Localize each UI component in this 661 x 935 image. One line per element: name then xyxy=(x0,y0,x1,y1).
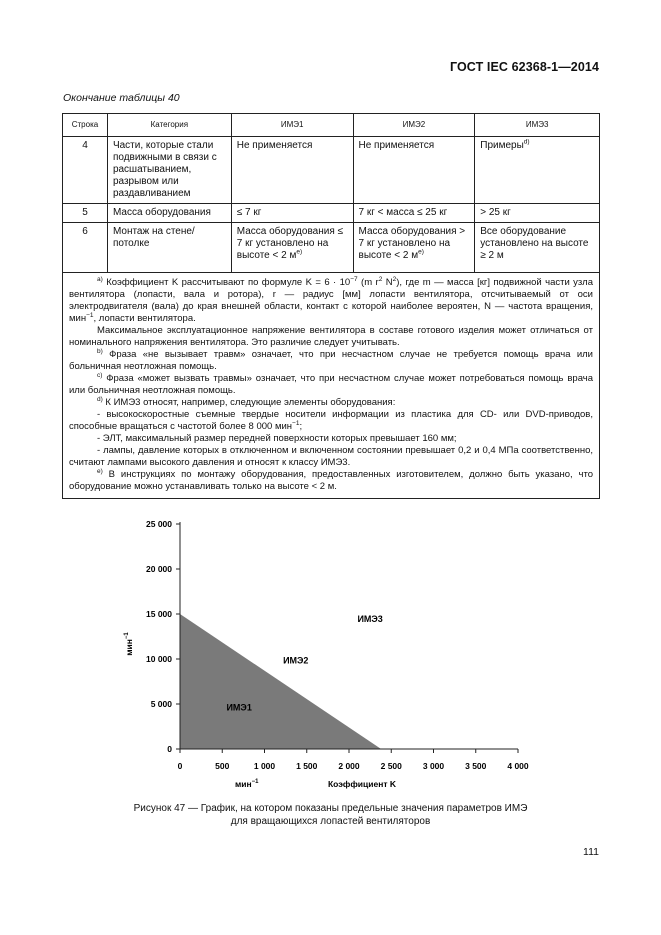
figure-caption-line2: для вращающихся лопастей вентиляторов xyxy=(230,816,431,827)
row-ime3: Все оборудование установлено на высоте ≥ 2 м xyxy=(475,223,600,273)
y-axis-label-exp: −1 xyxy=(124,632,130,640)
standard-code: ГОСТ IEC 62368-1—2014 xyxy=(449,60,599,74)
note-e-mark: e) xyxy=(97,467,103,475)
figure-chart xyxy=(110,516,550,796)
x-axis-unit: мин$^{-1}$ xyxy=(235,779,259,789)
figure-caption xyxy=(100,802,561,828)
note-a-exp: −7 xyxy=(350,275,358,283)
chart-svg xyxy=(110,516,550,791)
note-e xyxy=(69,469,593,493)
footnote-ref: e) xyxy=(296,248,303,256)
table-notes-row xyxy=(63,273,600,499)
x-axis-label: Коэффициент K xyxy=(327,779,397,789)
row-ime1 xyxy=(231,223,353,273)
row-ime3: > 25 кг xyxy=(475,204,600,223)
x-tick-label: 1 500 xyxy=(296,761,318,771)
note-d-item: - ЭЛТ, максимальный размер передней поверхности которых превышает 160 мм; xyxy=(97,433,457,444)
column-header-ime2: ИМЭ2 xyxy=(353,114,475,137)
note-a-exp3: 2 xyxy=(392,275,397,283)
row-ime3 xyxy=(475,137,600,204)
column-header-ime1: ИМЭ1 xyxy=(231,114,353,137)
region-label: ИМЭ1 xyxy=(226,702,252,713)
region-label: ИМЭ3 xyxy=(357,614,383,625)
note-a-mark: a) xyxy=(97,275,103,283)
row-ime2: Не применяется xyxy=(353,137,475,204)
table-row xyxy=(63,137,600,204)
note-c-text: Фраза «может вызвать травмы» означает, что при несчастном случае может потребоваться помощь врача или больничная неотложная помощь. xyxy=(69,373,594,396)
row-number: 5 xyxy=(63,204,108,223)
footnote-ref: e) xyxy=(418,248,424,256)
x-axis-unit-exp: −1 xyxy=(251,779,259,785)
note-a-line2: Максимальное эксплуатационное напряжение вентилятора в составе готового изделия может отличаться от номинального напряжения вентилятора. Это различие следует учитывать. xyxy=(69,325,593,348)
note-a-text-3: N xyxy=(382,277,393,288)
note-c xyxy=(69,373,593,397)
y-tick-label: 5 000 xyxy=(150,699,172,709)
table-notes xyxy=(63,273,600,499)
figure-caption-line1: Рисунок 47 — График, на котором показаны предельные значения параметров ИМЭ xyxy=(133,803,528,814)
note-a-exp2: 2 xyxy=(378,275,383,283)
table-row xyxy=(63,223,600,273)
note-d-item1-exp: −1 xyxy=(292,419,300,427)
table-row xyxy=(63,204,600,223)
row-ime2 xyxy=(353,223,475,273)
note-d-text: К ИМЭ3 относят, например, следующие элементы оборудования: xyxy=(105,397,396,408)
region-label: ИМЭ2 xyxy=(283,655,309,666)
note-e-text: В инструкциях по монтажу оборудования, предоставленных изготовителем, должно быть указано, что оборудование можно устанавливать только на высоте < 2 м. xyxy=(69,469,593,492)
x-tick-label: 3 000 xyxy=(422,761,445,771)
table-header-row xyxy=(63,114,600,137)
x-tick-label: 2 500 xyxy=(380,761,402,771)
y-tick-label: 10 000 xyxy=(146,654,172,664)
x-tick-label: 3 500 xyxy=(465,761,487,771)
note-d-mark: d) xyxy=(97,395,103,403)
y-tick-label: 20 000 xyxy=(146,564,172,574)
column-header-row-number: Строка xyxy=(63,114,108,137)
row-ime2-text: Масса оборудования > 7 кг установлено на высоте < 2 м xyxy=(358,226,466,261)
row-ime1: ≤ 7 кг xyxy=(231,204,353,223)
row-category: Части, которые стали подвижными в связи с расшатыванием, разрывом или раздавливанием xyxy=(107,137,231,204)
note-a-text-5: , лопасти вентилятора. xyxy=(93,313,196,324)
column-header-category: Категория xyxy=(107,114,231,137)
note-b-text: Фраза «не вызывает травм» означает, что при несчастном случае не требуется помощь врача или больничная неотложная помощь. xyxy=(69,349,593,372)
x-tick-label: 0 xyxy=(177,761,183,771)
note-b-mark: b) xyxy=(97,347,103,355)
page-number: 111 xyxy=(583,846,599,858)
note-a-text-4: ), где m — масса [кг] подвижной части узла вентилятора (лопасти, вала и ротора), r — радиус [мм] лопасти вентилятора, отсчитываемый от оси электродвигателя (вала) до края внешней области, контакт с которой наиболее вероятен, N — частота вращения, мин xyxy=(69,277,594,324)
x-tick-label: 1 000 xyxy=(253,761,276,771)
row-ime1: Не применяется xyxy=(231,137,353,204)
y-tick-label: 25 000 xyxy=(146,519,172,529)
ime1-ime2-area xyxy=(180,614,381,749)
note-b xyxy=(69,349,593,373)
note-a-text-2: (m r xyxy=(357,277,379,288)
note-a-text-1: Коэффициент K рассчитывают по формуле K = 6 · 10 xyxy=(106,277,351,288)
note-c-mark: c) xyxy=(97,371,103,379)
row-ime1-text: Масса оборудования ≤ 7 кг установлено на высоте < 2 м xyxy=(236,226,344,261)
x-tick-label: 4 000 xyxy=(507,761,529,771)
y-axis-label: мин$^{-1}$ xyxy=(124,632,134,656)
row-number: 4 xyxy=(63,137,108,204)
requirements-table xyxy=(62,113,600,499)
row-category: Монтаж на стене/потолке xyxy=(107,223,231,273)
y-tick-label: 0 xyxy=(167,744,172,754)
column-header-ime3: ИМЭ3 xyxy=(475,114,600,137)
note-d-item: - лампы, давление которых в отключенном и включенном состоянии превышает 0,2 и 0,4 МПа соответственно, считают лампами высокого давления и относят к классу ИМЭ3. xyxy=(69,445,593,468)
note-d-item1-text: - высокоскоростные съемные твердые носители информации из пластика для CD- или DVD-приводов, способные вращаться с частотой более 8 000 мин xyxy=(69,409,593,432)
row-number: 6 xyxy=(63,223,108,273)
note-a xyxy=(69,277,593,325)
x-tick-label: 2 000 xyxy=(338,761,360,771)
note-a-exp4: −1 xyxy=(86,311,94,319)
note-d-item1-end: ; xyxy=(299,421,303,432)
x-tick-label: 500 xyxy=(215,761,230,771)
footnote-ref: d) xyxy=(523,138,530,146)
note-d-item xyxy=(69,409,593,433)
note-d xyxy=(69,397,593,409)
row-category: Масса оборудования xyxy=(107,204,231,223)
row-ime3-text: Примеры xyxy=(480,140,524,151)
y-tick-label: 15 000 xyxy=(146,609,172,619)
row-ime2: 7 кг < масса ≤ 25 кг xyxy=(353,204,475,223)
table-caption: Окончание таблицы 40 xyxy=(63,92,180,104)
